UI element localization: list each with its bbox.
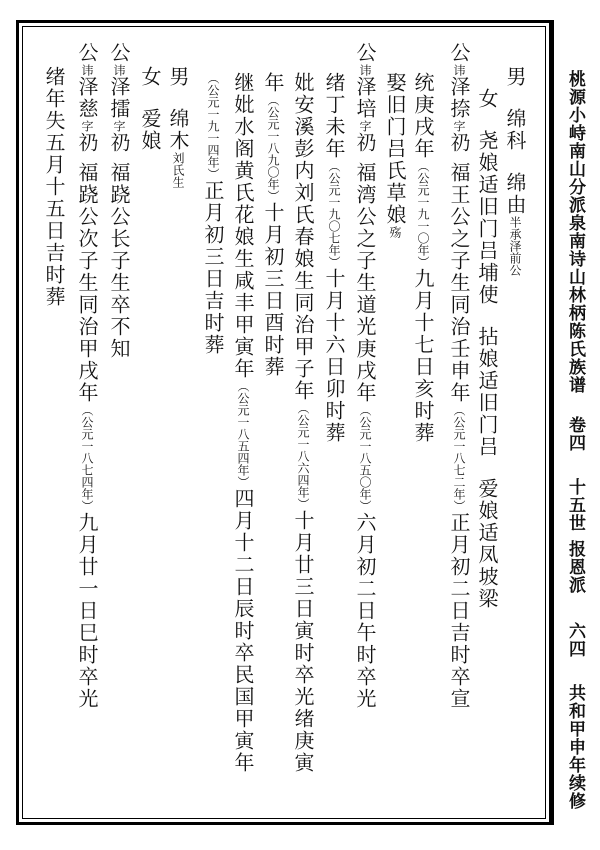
text-column-10: [233, 72, 253, 774]
annotation-text: 字: [358, 120, 372, 132]
main-text: 拈娘适旧门吕: [475, 326, 499, 458]
annotation-text: 半承泽前公: [508, 216, 522, 276]
main-text: 妣安溪彭内刘氏春娘生同治甲子年: [291, 72, 315, 402]
main-text: 女: [138, 66, 162, 88]
annotation-text: 字: [452, 120, 466, 132]
volume-label: 卷四: [565, 416, 585, 452]
main-text: 九月廿一日巳时卒光: [75, 512, 99, 710]
running-header: [566, 70, 583, 810]
annotation-text: （公元一九一〇年）: [416, 160, 430, 268]
main-text: 爱娘: [138, 108, 162, 152]
main-text: 礽: [353, 132, 377, 154]
annotation-text: （公元一八五四年）: [236, 380, 250, 488]
text-column-8: [293, 72, 313, 774]
main-text: 泽培: [353, 76, 377, 120]
main-text: 正月初二日吉时卒宣: [447, 512, 471, 710]
main-text: 十月廿三日寅时卒光绪庚寅: [291, 510, 315, 774]
annotation-text: （公元一九〇七年）: [327, 160, 341, 268]
main-text: 公: [75, 42, 99, 64]
header-separator: [552, 20, 554, 825]
annotation-text: （公元一九一四年）: [206, 72, 220, 180]
text-column-5: [385, 72, 405, 238]
main-text: 绵科: [503, 108, 527, 152]
annotation-text: （公元一八九〇年）: [266, 94, 280, 202]
main-text: 继妣水阁黄氏花娘生咸丰甲寅年: [231, 72, 255, 380]
text-column-6: [355, 42, 375, 710]
text-column-3: [449, 42, 469, 710]
main-text: 男: [503, 66, 527, 88]
main-text: 福湾公之子生道光庚戌年: [353, 162, 377, 404]
text-column-16: [44, 66, 64, 308]
main-text: 绪丁未年: [322, 72, 346, 160]
text-column-15: [77, 42, 97, 710]
main-text: 泽擂: [107, 76, 131, 120]
text-column-9: [263, 72, 283, 378]
text-column-1: [505, 66, 525, 276]
main-text: 礽: [447, 132, 471, 154]
main-text: 泽捺: [447, 76, 471, 120]
main-text: 四月十二日辰时卒民国甲寅年: [231, 488, 255, 774]
annotation-text: 讳: [452, 64, 466, 76]
main-text: 女: [475, 88, 499, 110]
annotation-text: 字: [112, 120, 126, 132]
annotation-text: 讳: [358, 64, 372, 76]
text-column-7: [324, 72, 344, 444]
main-text: 九月十七日亥时葬: [411, 268, 435, 444]
main-text: 绵由: [503, 172, 527, 216]
annotation-text: （公元一八七四年）: [80, 404, 94, 512]
text-column-13: [140, 66, 160, 152]
main-text: 十月十六日卯时葬: [322, 268, 346, 444]
branch-label: 报恩派: [565, 540, 585, 594]
text-column-12: [168, 66, 188, 188]
main-text: 年: [261, 72, 285, 94]
main-text: 爱娘适凤坡梁: [475, 478, 499, 610]
annotation-text: （公元一八五〇年）: [358, 404, 372, 512]
generation-label: 十五世: [565, 478, 585, 532]
main-text: 公: [353, 42, 377, 64]
main-text: 娶旧门吕氏草娘: [383, 72, 407, 226]
main-text: 男: [166, 66, 190, 88]
main-text: 绪年失五月十五日吉时葬: [42, 66, 66, 308]
main-text: 福王公之子生同治壬申年: [447, 162, 471, 404]
main-text: 正月初三日吉时葬: [201, 180, 225, 356]
edition-label: 共和甲申年续修: [565, 684, 585, 810]
page-number: 六四: [565, 622, 585, 658]
main-text: 六月初二日午时卒光: [353, 512, 377, 710]
main-text: 公: [107, 42, 131, 64]
annotation-text: （公元一八六四年）: [296, 402, 310, 510]
main-text: 福跷公长子生卒不知: [107, 162, 131, 360]
book-title: 桃源小峙南山分派泉南诗山林柄陈氏族谱: [565, 70, 585, 394]
main-text: 公: [447, 42, 471, 64]
annotation-text: 字: [80, 120, 94, 132]
main-text: 礽: [107, 132, 131, 154]
text-column-14: [109, 42, 129, 360]
annotation-text: （公元一八七二年）: [452, 404, 466, 512]
annotation-text: 讳: [112, 64, 126, 76]
main-text: 统庚戌年: [411, 72, 435, 160]
main-text: 绵木: [166, 108, 190, 152]
annotation-text: 讳: [80, 64, 94, 76]
main-text: 尧娘适旧门吕埔使: [475, 130, 499, 306]
text-column-11: [203, 72, 223, 356]
main-text: 泽慈: [75, 76, 99, 120]
text-column-4: [413, 72, 433, 444]
annotation-text: 刘氏生: [171, 152, 185, 188]
annotation-text: 殇: [388, 226, 402, 238]
main-text: 十月初三日酉时葬: [261, 202, 285, 378]
text-column-2: [477, 66, 497, 610]
main-text: 福跷公次子生同治甲戌年: [75, 162, 99, 404]
main-text: 礽: [75, 132, 99, 154]
